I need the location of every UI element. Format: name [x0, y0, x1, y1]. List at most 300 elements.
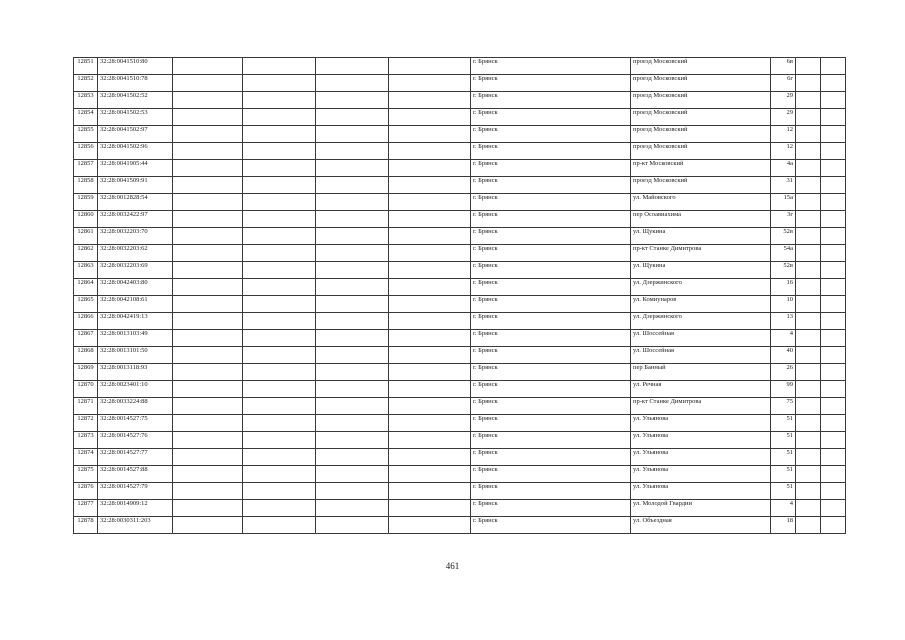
city-cell: г. Брянск: [471, 194, 631, 211]
row-number-cell: 12876: [74, 483, 98, 500]
empty-cell: [316, 381, 389, 398]
empty-cell: [316, 398, 389, 415]
cadastral-number-cell: 32:28:0014527:75: [98, 415, 173, 432]
empty-cell: [821, 58, 846, 75]
house-number-cell: 40: [771, 347, 796, 364]
city-cell: г. Брянск: [471, 398, 631, 415]
empty-cell: [796, 211, 821, 228]
empty-cell: [173, 160, 243, 177]
row-number-cell: 12865: [74, 296, 98, 313]
street-cell: проезд Московский: [631, 58, 771, 75]
empty-cell: [389, 415, 471, 432]
empty-cell: [821, 347, 846, 364]
empty-cell: [821, 466, 846, 483]
row-number-cell: 12858: [74, 177, 98, 194]
row-number-cell: 12854: [74, 109, 98, 126]
house-number-cell: 51: [771, 483, 796, 500]
empty-cell: [173, 517, 243, 534]
street-cell: ул. Речная: [631, 381, 771, 398]
empty-cell: [173, 432, 243, 449]
city-cell: г. Брянск: [471, 228, 631, 245]
row-number-cell: 12873: [74, 432, 98, 449]
city-cell: г. Брянск: [471, 483, 631, 500]
empty-cell: [821, 500, 846, 517]
empty-cell: [796, 381, 821, 398]
cadastral-number-cell: 32:28:0014527:76: [98, 432, 173, 449]
empty-cell: [796, 160, 821, 177]
row-number-cell: 12855: [74, 126, 98, 143]
empty-cell: [796, 432, 821, 449]
empty-cell: [389, 347, 471, 364]
street-cell: ул. Комиунаров: [631, 296, 771, 313]
empty-cell: [389, 177, 471, 194]
empty-cell: [243, 381, 316, 398]
city-cell: г. Брянск: [471, 211, 631, 228]
empty-cell: [316, 143, 389, 160]
empty-cell: [243, 58, 316, 75]
empty-cell: [243, 109, 316, 126]
house-number-cell: 4: [771, 500, 796, 517]
empty-cell: [389, 483, 471, 500]
empty-cell: [243, 415, 316, 432]
empty-cell: [796, 500, 821, 517]
cadastral-number-cell: 32:28:0030311:203: [98, 517, 173, 534]
house-number-cell: 54а: [771, 245, 796, 262]
city-cell: г. Брянск: [471, 262, 631, 279]
house-number-cell: 29: [771, 92, 796, 109]
empty-cell: [316, 466, 389, 483]
empty-cell: [389, 126, 471, 143]
empty-cell: [316, 279, 389, 296]
empty-cell: [316, 58, 389, 75]
empty-cell: [243, 194, 316, 211]
row-number-cell: 12860: [74, 211, 98, 228]
cadastral-number-cell: 32:28:0032203:70: [98, 228, 173, 245]
cadastral-number-cell: 32:28:0032203:69: [98, 262, 173, 279]
empty-cell: [173, 364, 243, 381]
empty-cell: [821, 483, 846, 500]
city-cell: г. Брянск: [471, 245, 631, 262]
table-row: [74, 109, 846, 126]
table-row: [74, 75, 846, 92]
row-number-cell: 12864: [74, 279, 98, 296]
empty-cell: [821, 398, 846, 415]
empty-cell: [796, 517, 821, 534]
house-number-cell: 4: [771, 330, 796, 347]
house-number-cell: 26: [771, 364, 796, 381]
city-cell: г. Брянск: [471, 160, 631, 177]
empty-cell: [173, 500, 243, 517]
row-number-cell: 12856: [74, 143, 98, 160]
cadastral-number-cell: 32:28:0041502:97: [98, 126, 173, 143]
street-cell: проезд Московский: [631, 143, 771, 160]
empty-cell: [796, 177, 821, 194]
city-cell: г. Брянск: [471, 517, 631, 534]
street-cell: проезд Московский: [631, 92, 771, 109]
row-number-cell: 12852: [74, 75, 98, 92]
empty-cell: [173, 58, 243, 75]
empty-cell: [243, 126, 316, 143]
row-number-cell: 12877: [74, 500, 98, 517]
empty-cell: [243, 296, 316, 313]
street-cell: проезд Московский: [631, 177, 771, 194]
street-cell: ул. Ульянова: [631, 432, 771, 449]
empty-cell: [243, 330, 316, 347]
empty-cell: [173, 347, 243, 364]
row-number-cell: 12862: [74, 245, 98, 262]
cadastral-number-cell: 32:28:0042419:13: [98, 313, 173, 330]
table-row: [74, 347, 846, 364]
house-number-cell: 52в: [771, 228, 796, 245]
empty-cell: [796, 415, 821, 432]
house-number-cell: 51: [771, 432, 796, 449]
street-cell: ул. Щукина: [631, 228, 771, 245]
street-cell: ул. Дзержинского: [631, 279, 771, 296]
empty-cell: [796, 194, 821, 211]
empty-cell: [243, 177, 316, 194]
cadastral-number-cell: 32:28:0041502:96: [98, 143, 173, 160]
empty-cell: [173, 381, 243, 398]
city-cell: г. Брянск: [471, 500, 631, 517]
empty-cell: [389, 330, 471, 347]
empty-cell: [316, 347, 389, 364]
table-row: [74, 245, 846, 262]
city-cell: г. Брянск: [471, 177, 631, 194]
street-cell: проезд Московский: [631, 126, 771, 143]
empty-cell: [316, 126, 389, 143]
cadastral-number-cell: 32:28:0041502:52: [98, 92, 173, 109]
empty-cell: [316, 313, 389, 330]
city-cell: г. Брянск: [471, 143, 631, 160]
cadastral-number-cell: 32:28:0014527:79: [98, 483, 173, 500]
empty-cell: [243, 245, 316, 262]
city-cell: г. Брянск: [471, 279, 631, 296]
row-number-cell: 12863: [74, 262, 98, 279]
empty-cell: [821, 109, 846, 126]
row-number-cell: 12867: [74, 330, 98, 347]
empty-cell: [243, 313, 316, 330]
city-cell: г. Брянск: [471, 432, 631, 449]
empty-cell: [243, 279, 316, 296]
row-number-cell: 12857: [74, 160, 98, 177]
cadastral-number-cell: 32:28:0041510:78: [98, 75, 173, 92]
street-cell: ул. Шоссейная: [631, 347, 771, 364]
empty-cell: [821, 177, 846, 194]
row-number-cell: 12872: [74, 415, 98, 432]
empty-cell: [243, 483, 316, 500]
city-cell: г. Брянск: [471, 92, 631, 109]
cadastral-number-cell: 32:28:0013101:50: [98, 347, 173, 364]
empty-cell: [821, 143, 846, 160]
empty-cell: [389, 517, 471, 534]
empty-cell: [173, 483, 243, 500]
street-cell: пр-кт Московский: [631, 160, 771, 177]
house-number-cell: 12: [771, 126, 796, 143]
empty-cell: [243, 211, 316, 228]
city-cell: г. Брянск: [471, 364, 631, 381]
table-row: [74, 160, 846, 177]
empty-cell: [821, 92, 846, 109]
table-row: [74, 92, 846, 109]
empty-cell: [389, 160, 471, 177]
cadastral-number-cell: 32:28:0032203:62: [98, 245, 173, 262]
empty-cell: [389, 228, 471, 245]
empty-cell: [796, 143, 821, 160]
house-number-cell: 4а: [771, 160, 796, 177]
cadastral-number-cell: 32:28:0014527:77: [98, 449, 173, 466]
empty-cell: [389, 296, 471, 313]
empty-cell: [173, 330, 243, 347]
empty-cell: [821, 194, 846, 211]
house-number-cell: 18: [771, 517, 796, 534]
empty-cell: [316, 109, 389, 126]
table-row: [74, 398, 846, 415]
cadastral-number-cell: 32:28:0023401:10: [98, 381, 173, 398]
table-row: [74, 194, 846, 211]
empty-cell: [821, 279, 846, 296]
empty-cell: [316, 228, 389, 245]
empty-cell: [796, 466, 821, 483]
register-rows: [74, 58, 846, 534]
house-number-cell: 15а: [771, 194, 796, 211]
empty-cell: [796, 364, 821, 381]
empty-cell: [243, 398, 316, 415]
table-row: [74, 381, 846, 398]
table-row: [74, 228, 846, 245]
house-number-cell: 3г: [771, 211, 796, 228]
city-cell: г. Брянск: [471, 347, 631, 364]
empty-cell: [796, 75, 821, 92]
cadastral-number-cell: 32:28:0014527:88: [98, 466, 173, 483]
empty-cell: [821, 432, 846, 449]
empty-cell: [796, 279, 821, 296]
empty-cell: [316, 296, 389, 313]
city-cell: г. Брянск: [471, 415, 631, 432]
street-cell: пер Банный: [631, 364, 771, 381]
empty-cell: [173, 279, 243, 296]
empty-cell: [173, 262, 243, 279]
empty-cell: [173, 109, 243, 126]
table-row: [74, 483, 846, 500]
empty-cell: [389, 92, 471, 109]
empty-cell: [173, 245, 243, 262]
empty-cell: [316, 500, 389, 517]
table-row: [74, 211, 846, 228]
table-row: [74, 279, 846, 296]
empty-cell: [243, 160, 316, 177]
table-row: [74, 517, 846, 534]
empty-cell: [173, 296, 243, 313]
city-cell: г. Брянск: [471, 126, 631, 143]
empty-cell: [796, 58, 821, 75]
table-row: [74, 126, 846, 143]
empty-cell: [173, 75, 243, 92]
cadastral-number-cell: 32:28:0012828:54: [98, 194, 173, 211]
empty-cell: [389, 381, 471, 398]
empty-cell: [389, 143, 471, 160]
street-cell: ул. Шоссейная: [631, 330, 771, 347]
empty-cell: [243, 364, 316, 381]
house-number-cell: 6г: [771, 75, 796, 92]
empty-cell: [316, 364, 389, 381]
empty-cell: [389, 211, 471, 228]
empty-cell: [389, 245, 471, 262]
empty-cell: [316, 160, 389, 177]
empty-cell: [796, 245, 821, 262]
empty-cell: [389, 364, 471, 381]
empty-cell: [796, 92, 821, 109]
page-number: 461: [445, 561, 460, 571]
empty-cell: [796, 347, 821, 364]
empty-cell: [389, 398, 471, 415]
cadastral-number-cell: 32:28:0042403:80: [98, 279, 173, 296]
city-cell: г. Брянск: [471, 449, 631, 466]
empty-cell: [389, 109, 471, 126]
empty-cell: [796, 228, 821, 245]
row-number-cell: 12859: [74, 194, 98, 211]
cadastral-number-cell: 32:28:0032422:97: [98, 211, 173, 228]
empty-cell: [821, 330, 846, 347]
city-cell: г. Брянск: [471, 296, 631, 313]
empty-cell: [316, 517, 389, 534]
empty-cell: [796, 313, 821, 330]
row-number-cell: 12853: [74, 92, 98, 109]
empty-cell: [821, 160, 846, 177]
empty-cell: [173, 415, 243, 432]
empty-cell: [821, 126, 846, 143]
table-row: [74, 330, 846, 347]
row-number-cell: 12861: [74, 228, 98, 245]
row-number-cell: 12878: [74, 517, 98, 534]
table-row: [74, 466, 846, 483]
empty-cell: [389, 58, 471, 75]
empty-cell: [821, 364, 846, 381]
city-cell: г. Брянск: [471, 58, 631, 75]
empty-cell: [173, 177, 243, 194]
empty-cell: [389, 500, 471, 517]
register-table: [73, 57, 846, 534]
street-cell: ул. Объездная: [631, 517, 771, 534]
house-number-cell: 99: [771, 381, 796, 398]
table-row: [74, 58, 846, 75]
street-cell: ул. Майовского: [631, 194, 771, 211]
empty-cell: [243, 449, 316, 466]
table-row: [74, 500, 846, 517]
empty-cell: [173, 228, 243, 245]
street-cell: проезд Московский: [631, 75, 771, 92]
house-number-cell: 51: [771, 466, 796, 483]
empty-cell: [173, 211, 243, 228]
table-row: [74, 432, 846, 449]
empty-cell: [243, 347, 316, 364]
cadastral-number-cell: 32:28:0041502:53: [98, 109, 173, 126]
empty-cell: [173, 313, 243, 330]
empty-cell: [173, 143, 243, 160]
house-number-cell: 29: [771, 109, 796, 126]
empty-cell: [821, 415, 846, 432]
street-cell: ул. Ульянова: [631, 415, 771, 432]
table-row: [74, 449, 846, 466]
row-number-cell: 12868: [74, 347, 98, 364]
empty-cell: [821, 245, 846, 262]
table-row: [74, 415, 846, 432]
empty-cell: [316, 245, 389, 262]
empty-cell: [316, 194, 389, 211]
empty-cell: [243, 517, 316, 534]
table-row: [74, 143, 846, 160]
cadastral-number-cell: 32:28:0042108:61: [98, 296, 173, 313]
street-cell: пер Осоавиахима: [631, 211, 771, 228]
house-number-cell: 51: [771, 449, 796, 466]
row-number-cell: 12851: [74, 58, 98, 75]
empty-cell: [316, 92, 389, 109]
empty-cell: [389, 279, 471, 296]
empty-cell: [389, 449, 471, 466]
empty-cell: [173, 194, 243, 211]
table-row: [74, 364, 846, 381]
empty-cell: [243, 466, 316, 483]
empty-cell: [796, 330, 821, 347]
empty-cell: [316, 449, 389, 466]
empty-cell: [173, 126, 243, 143]
empty-cell: [316, 177, 389, 194]
empty-cell: [173, 92, 243, 109]
street-cell: пр-кт Станке Димитрова: [631, 398, 771, 415]
empty-cell: [796, 109, 821, 126]
city-cell: г. Брянск: [471, 466, 631, 483]
empty-cell: [796, 262, 821, 279]
city-cell: г. Брянск: [471, 75, 631, 92]
house-number-cell: 75: [771, 398, 796, 415]
empty-cell: [796, 126, 821, 143]
empty-cell: [243, 228, 316, 245]
empty-cell: [316, 483, 389, 500]
city-cell: г. Брянск: [471, 109, 631, 126]
empty-cell: [243, 143, 316, 160]
empty-cell: [389, 194, 471, 211]
empty-cell: [316, 211, 389, 228]
empty-cell: [316, 432, 389, 449]
house-number-cell: 52в: [771, 262, 796, 279]
table-row: [74, 177, 846, 194]
table-row: [74, 313, 846, 330]
cadastral-number-cell: 32:28:0013103:49: [98, 330, 173, 347]
row-number-cell: 12871: [74, 398, 98, 415]
house-number-cell: 10: [771, 296, 796, 313]
house-number-cell: 13: [771, 313, 796, 330]
house-number-cell: 16: [771, 279, 796, 296]
empty-cell: [796, 483, 821, 500]
cadastral-number-cell: 32:28:0041509:91: [98, 177, 173, 194]
house-number-cell: 51: [771, 415, 796, 432]
city-cell: г. Брянск: [471, 381, 631, 398]
street-cell: ул. Молодой Гвардии: [631, 500, 771, 517]
cadastral-number-cell: 32:28:0014909:12: [98, 500, 173, 517]
empty-cell: [173, 449, 243, 466]
empty-cell: [389, 313, 471, 330]
empty-cell: [821, 296, 846, 313]
row-number-cell: 12870: [74, 381, 98, 398]
empty-cell: [821, 262, 846, 279]
street-cell: ул. Ульянова: [631, 483, 771, 500]
empty-cell: [389, 466, 471, 483]
empty-cell: [796, 449, 821, 466]
street-cell: ул. Щукина: [631, 262, 771, 279]
street-cell: ул. Ульянова: [631, 466, 771, 483]
empty-cell: [796, 398, 821, 415]
empty-cell: [243, 432, 316, 449]
empty-cell: [316, 330, 389, 347]
